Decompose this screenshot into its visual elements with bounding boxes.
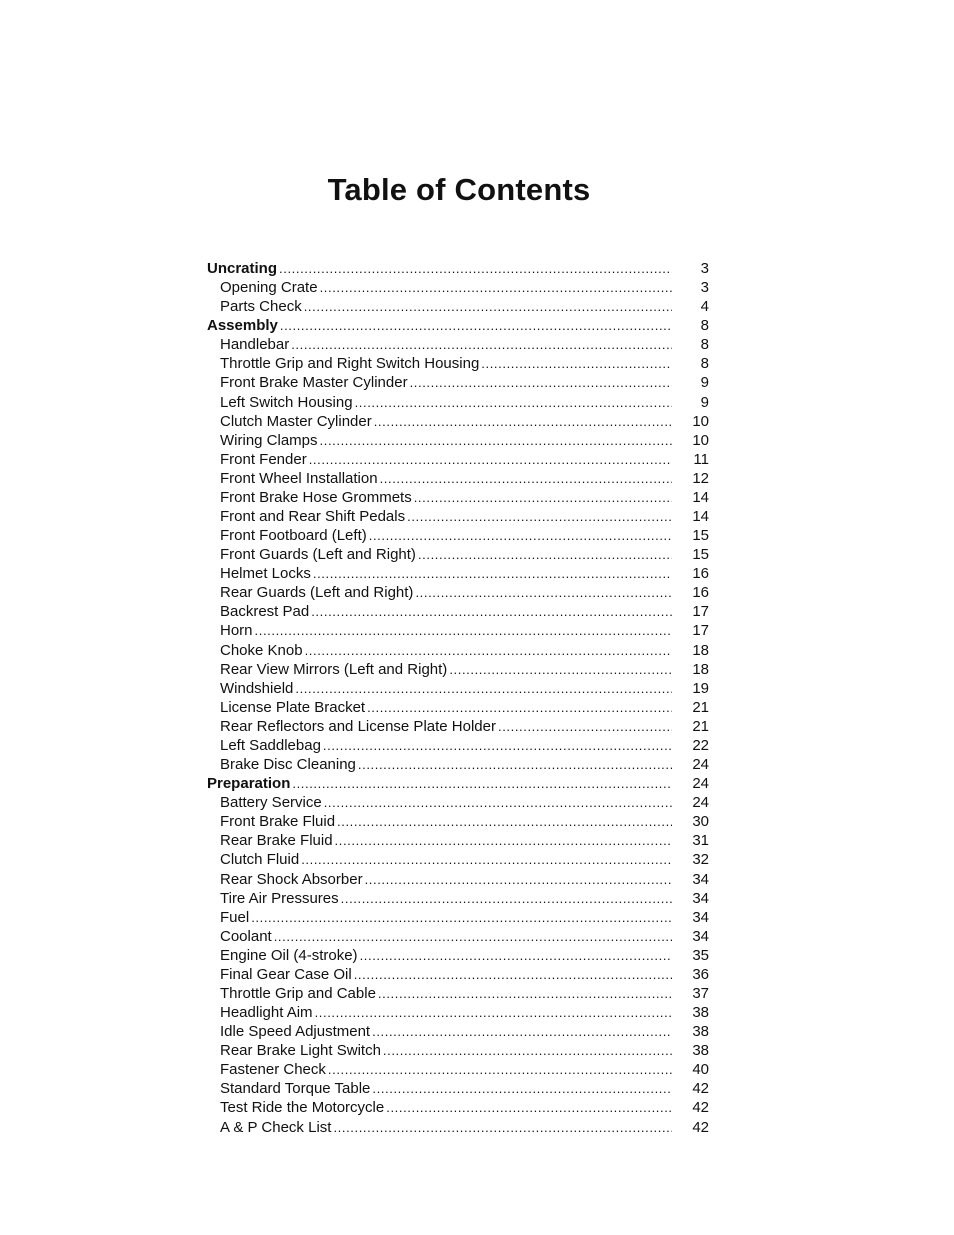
- toc-entry-left: [207, 412, 672, 431]
- dot-leader: [305, 641, 672, 660]
- toc-subsection-entry[interactable]: [207, 450, 709, 469]
- toc-entry-page: 21: [692, 698, 709, 716]
- toc-entry-label: Parts Check: [220, 298, 302, 316]
- toc-entry-label: Rear View Mirrors (Left and Right): [220, 660, 448, 678]
- toc-entry-label: Windshield: [220, 679, 294, 697]
- toc-subsection-entry[interactable]: [207, 564, 709, 583]
- toc-entry-left: [207, 335, 672, 354]
- toc-entry-label: Fuel: [220, 908, 250, 926]
- toc-entry-left: [207, 908, 672, 927]
- toc-entry-label: Throttle Grip and Right Switch Housing: [220, 355, 480, 373]
- toc-entry-label: Assembly: [207, 317, 278, 335]
- toc-entry-label: Wiring Clamps: [220, 431, 318, 449]
- toc-entry-label: Test Ride the Motorcycle: [220, 1099, 385, 1117]
- dot-leader: [292, 774, 672, 793]
- toc-subsection-entry[interactable]: [207, 946, 709, 965]
- toc-entry-page: 34: [692, 927, 709, 945]
- toc-subsection-entry[interactable]: [207, 1022, 709, 1041]
- toc-subsection-entry[interactable]: [207, 297, 709, 316]
- toc-section-entry[interactable]: [207, 259, 709, 278]
- toc-entry-left: [207, 1003, 672, 1022]
- toc-entry-left: [207, 984, 672, 1003]
- toc-subsection-entry[interactable]: [207, 717, 709, 736]
- toc-entry-left: [207, 927, 672, 946]
- toc-entry-left: [207, 507, 672, 526]
- dot-leader: [481, 354, 672, 373]
- toc-entry-page: 38: [692, 1004, 709, 1022]
- toc-entry-left: [207, 698, 672, 717]
- toc-entry-page: 34: [692, 870, 709, 888]
- toc-entry-page: 8: [700, 336, 709, 354]
- toc-entry-left: [207, 812, 672, 831]
- dot-leader: [333, 1118, 672, 1137]
- toc-section-entry[interactable]: [207, 774, 709, 793]
- toc-subsection-entry[interactable]: [207, 1098, 709, 1117]
- toc-entry-left: [207, 660, 672, 679]
- toc-subsection-entry[interactable]: [207, 736, 709, 755]
- toc-entry-left: [207, 431, 672, 450]
- toc-entry-label: Front Fender: [220, 450, 307, 468]
- toc-entry-label: Backrest Pad: [220, 603, 310, 621]
- toc-subsection-entry[interactable]: [207, 927, 709, 946]
- toc-subsection-entry[interactable]: [207, 602, 709, 621]
- toc-subsection-entry[interactable]: [207, 507, 709, 526]
- toc-entry-page: 30: [692, 813, 709, 831]
- toc-entry-label: Brake Disc Cleaning: [220, 756, 356, 774]
- toc-entry-label: Handlebar: [220, 336, 290, 354]
- toc-entry-left: [207, 717, 672, 736]
- dot-leader: [315, 1003, 672, 1022]
- dot-leader: [337, 812, 672, 831]
- toc-subsection-entry[interactable]: [207, 431, 709, 450]
- dot-leader: [410, 373, 672, 392]
- toc-entry-label: Coolant: [220, 927, 272, 945]
- toc-subsection-entry[interactable]: [207, 679, 709, 698]
- toc-subsection-entry[interactable]: [207, 1079, 709, 1098]
- dot-leader: [415, 583, 672, 602]
- toc-entry-page: 8: [700, 317, 709, 335]
- dot-leader: [323, 736, 672, 755]
- toc-subsection-entry[interactable]: [207, 641, 709, 660]
- toc-entry-left: [207, 1041, 672, 1060]
- dot-leader: [380, 469, 672, 488]
- toc-subsection-entry[interactable]: [207, 621, 709, 640]
- toc-entry-label: Clutch Fluid: [220, 851, 300, 869]
- toc-entry-label: Engine Oil (4-stroke): [220, 946, 358, 964]
- toc-entry-label: Uncrating: [207, 260, 278, 277]
- toc-entry-page: 15: [692, 546, 709, 564]
- dot-leader: [358, 755, 672, 774]
- toc-entry-label: A & P Check List: [220, 1118, 332, 1136]
- toc-entry-page: 42: [692, 1118, 709, 1136]
- toc-entry-left: [207, 526, 672, 545]
- toc-subsection-entry[interactable]: [207, 278, 709, 297]
- toc-subsection-entry[interactable]: [207, 393, 709, 412]
- toc-entry-page: 36: [692, 965, 709, 983]
- toc-entry-label: Choke Knob: [220, 641, 303, 659]
- toc-entry-left: [207, 354, 672, 373]
- dot-leader: [378, 984, 672, 1003]
- dot-leader: [279, 259, 672, 278]
- dot-leader: [255, 621, 672, 640]
- toc-entry-page: 16: [692, 565, 709, 583]
- toc-entry-label: Left Switch Housing: [220, 393, 353, 411]
- toc-entry-page: 10: [692, 431, 709, 449]
- toc-entry-page: 17: [692, 622, 709, 640]
- toc-entry-label: Rear Shock Absorber: [220, 870, 363, 888]
- toc-subsection-entry[interactable]: [207, 583, 709, 602]
- toc-entry-page: 38: [692, 1023, 709, 1041]
- toc-entry-label: Tire Air Pressures: [220, 889, 339, 907]
- toc-entry-page: 8: [700, 355, 709, 373]
- toc-entry-page: 34: [692, 889, 709, 907]
- toc-entry-page: 42: [692, 1080, 709, 1098]
- toc-entry-left: [207, 621, 672, 640]
- toc-subsection-entry[interactable]: [207, 1118, 709, 1137]
- toc-entry-label: Battery Service: [220, 794, 322, 812]
- toc-entry-page: 16: [692, 584, 709, 602]
- toc-entry-left: [207, 583, 672, 602]
- toc-entry-page: 10: [692, 412, 709, 430]
- toc-entry-label: Left Saddlebag: [220, 736, 321, 754]
- toc-entry-label: Headlight Aim: [220, 1004, 313, 1022]
- toc-subsection-entry[interactable]: [207, 1003, 709, 1022]
- toc-entry-left: [207, 889, 672, 908]
- toc-entry-label: Rear Brake Light Switch: [220, 1042, 381, 1060]
- toc-entry-label: Fastener Check: [220, 1061, 326, 1079]
- toc-entry-label: Front Brake Fluid: [220, 813, 336, 831]
- dot-leader: [320, 431, 672, 450]
- toc-entry-page: 31: [692, 832, 709, 850]
- toc-entry-left: [207, 373, 672, 392]
- dot-leader: [311, 602, 672, 621]
- toc-entry-label: Clutch Master Cylinder: [220, 412, 372, 430]
- toc-entry-page: 4: [700, 298, 709, 316]
- toc-subsection-entry[interactable]: [207, 335, 709, 354]
- dot-leader: [374, 412, 672, 431]
- toc-entry-left: [207, 831, 672, 850]
- toc-entry-label: Throttle Grip and Cable: [220, 984, 376, 1002]
- page-title: Table of Contents: [327, 172, 591, 207]
- toc-entry-page: 9: [700, 374, 709, 392]
- dot-leader: [372, 1022, 672, 1041]
- toc-entry-left: [207, 1118, 672, 1137]
- toc-section-entry[interactable]: [207, 316, 709, 335]
- toc-entry-label: Rear Guards (Left and Right): [220, 584, 414, 602]
- toc-entry-left: [207, 488, 672, 507]
- dot-leader: [369, 526, 672, 545]
- toc-entry-page: 19: [692, 679, 709, 697]
- dot-leader: [320, 278, 672, 297]
- toc-entry-label: Idle Speed Adjustment: [220, 1023, 371, 1041]
- toc-entry-left: [207, 1060, 672, 1079]
- toc-entry-left: [207, 602, 672, 621]
- table-of-contents: [207, 259, 709, 1137]
- toc-entry-page: 38: [692, 1042, 709, 1060]
- dot-leader: [407, 507, 672, 526]
- toc-subsection-entry[interactable]: [207, 526, 709, 545]
- dot-leader: [341, 889, 672, 908]
- dot-leader: [367, 698, 672, 717]
- toc-subsection-entry[interactable]: [207, 373, 709, 392]
- toc-entry-left: [207, 793, 672, 812]
- dot-leader: [274, 927, 672, 946]
- toc-entry-left: [207, 870, 672, 889]
- toc-entry-label: Horn: [220, 622, 253, 640]
- toc-subsection-entry[interactable]: [207, 488, 709, 507]
- toc-entry-page: 24: [692, 756, 709, 774]
- toc-subsection-entry[interactable]: [207, 354, 709, 373]
- toc-entry-page: 14: [692, 508, 709, 526]
- toc-entry-left: [207, 1098, 672, 1117]
- toc-entry-label: Preparation: [207, 775, 291, 793]
- toc-entry-label: Rear Brake Fluid: [220, 832, 333, 850]
- toc-entry-left: [207, 965, 672, 984]
- toc-subsection-entry[interactable]: [207, 412, 709, 431]
- dot-leader: [328, 1060, 672, 1079]
- toc-entry-page: 24: [692, 775, 709, 793]
- toc-subsection-entry[interactable]: [207, 870, 709, 889]
- toc-subsection-entry[interactable]: [207, 984, 709, 1003]
- toc-entry-label: Standard Torque Table: [220, 1080, 371, 1098]
- toc-entry-left: [207, 278, 672, 297]
- toc-entry-page: 32: [692, 851, 709, 869]
- dot-leader: [251, 908, 672, 927]
- toc-entry-page: 42: [692, 1099, 709, 1117]
- dot-leader: [418, 545, 672, 564]
- toc-entry-label: Front and Rear Shift Pedals: [220, 508, 406, 526]
- toc-entry-page: 12: [692, 469, 709, 487]
- toc-entry-left: [207, 736, 672, 755]
- toc-entry-left: [207, 755, 672, 774]
- toc-entry-left: [207, 850, 672, 869]
- toc-entry-page: 9: [700, 393, 709, 411]
- toc-entry-left: [207, 316, 672, 335]
- dot-leader: [324, 793, 672, 812]
- toc-entry-label: Front Footboard (Left): [220, 527, 367, 545]
- toc-entry-left: [207, 564, 672, 583]
- toc-entry-left: [207, 469, 672, 488]
- toc-entry-left: [207, 946, 672, 965]
- toc-entry-page: 17: [692, 603, 709, 621]
- dot-leader: [304, 297, 672, 316]
- toc-entry-page: 15: [692, 527, 709, 545]
- toc-subsection-entry[interactable]: [207, 965, 709, 984]
- dot-leader: [309, 450, 672, 469]
- toc-entry-label: Front Brake Master Cylinder: [220, 374, 408, 392]
- toc-entry-page: 35: [692, 946, 709, 964]
- toc-entry-page: 18: [692, 660, 709, 678]
- toc-entry-left: [207, 393, 672, 412]
- toc-subsection-entry[interactable]: [207, 831, 709, 850]
- toc-entry-left: [207, 679, 672, 698]
- toc-entry-left: [207, 1022, 672, 1041]
- dot-leader: [301, 850, 672, 869]
- toc-entry-label: Front Brake Hose Grommets: [220, 488, 412, 506]
- toc-entry-page: 11: [693, 450, 709, 468]
- toc-entry-left: [207, 545, 672, 564]
- toc-entry-page: 37: [692, 984, 709, 1002]
- toc-subsection-entry[interactable]: [207, 793, 709, 812]
- toc-entry-left: [207, 774, 672, 793]
- toc-entry-page: 3: [700, 260, 709, 277]
- dot-leader: [365, 870, 672, 889]
- toc-subsection-entry[interactable]: [207, 469, 709, 488]
- toc-entry-label: Helmet Locks: [220, 565, 311, 583]
- dot-leader: [354, 965, 672, 984]
- toc-entry-label: Front Guards (Left and Right): [220, 546, 416, 564]
- toc-entry-left: [207, 1079, 672, 1098]
- dot-leader: [360, 946, 672, 965]
- dot-leader: [291, 335, 672, 354]
- dot-leader: [280, 316, 672, 335]
- toc-subsection-entry[interactable]: [207, 850, 709, 869]
- toc-entry-left: [207, 297, 672, 316]
- toc-entry-label: Front Wheel Installation: [220, 469, 378, 487]
- dot-leader: [295, 679, 672, 698]
- toc-entry-page: 34: [692, 908, 709, 926]
- toc-subsection-entry[interactable]: [207, 889, 709, 908]
- dot-leader: [498, 717, 672, 736]
- toc-entry-page: 40: [692, 1061, 709, 1079]
- dot-leader: [372, 1079, 672, 1098]
- toc-entry-page: 14: [692, 488, 709, 506]
- toc-entry-label: Opening Crate: [220, 279, 318, 297]
- toc-entry-left: [207, 641, 672, 660]
- dot-leader: [414, 488, 672, 507]
- toc-subsection-entry[interactable]: [207, 1041, 709, 1060]
- toc-subsection-entry[interactable]: [207, 698, 709, 717]
- dot-leader: [355, 393, 672, 412]
- toc-entry-page: 21: [692, 717, 709, 735]
- toc-entry-label: Rear Reflectors and License Plate Holder: [220, 717, 496, 735]
- toc-subsection-entry[interactable]: [207, 812, 709, 831]
- dot-leader: [383, 1041, 672, 1060]
- toc-subsection-entry[interactable]: [207, 755, 709, 774]
- toc-entry-label: Final Gear Case Oil: [220, 965, 352, 983]
- toc-entry-page: 22: [692, 736, 709, 754]
- toc-entry-left: [207, 259, 672, 278]
- toc-entry-page: 3: [700, 279, 709, 297]
- toc-entry-left: [207, 450, 672, 469]
- dot-leader: [313, 564, 672, 583]
- dot-leader: [449, 660, 672, 679]
- toc-subsection-entry[interactable]: [207, 660, 709, 679]
- toc-entry-page: 24: [692, 794, 709, 812]
- toc-entry-page: 18: [692, 641, 709, 659]
- toc-subsection-entry[interactable]: [207, 1060, 709, 1079]
- toc-subsection-entry[interactable]: [207, 908, 709, 927]
- toc-entry-label: License Plate Bracket: [220, 698, 366, 716]
- dot-leader: [335, 831, 672, 850]
- toc-subsection-entry[interactable]: [207, 545, 709, 564]
- dot-leader: [386, 1098, 672, 1117]
